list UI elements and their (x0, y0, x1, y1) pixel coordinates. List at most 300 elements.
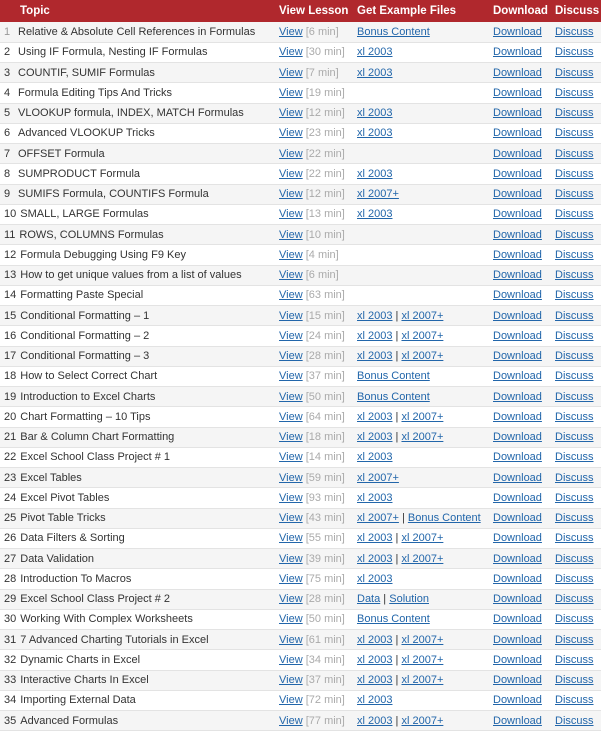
download-cell (488, 407, 550, 427)
view-cell (274, 711, 352, 731)
discuss-link[interactable]: Discuss (555, 451, 594, 464)
example-file-link[interactable]: xl 2003 (357, 694, 393, 707)
example-file-link[interactable]: xl 2003 (357, 66, 393, 79)
view-lesson-link[interactable]: View (279, 532, 303, 545)
view-lesson-link[interactable]: View (279, 329, 303, 342)
discuss-link[interactable]: Discuss (555, 633, 594, 646)
lesson-number: 22 (4, 451, 17, 464)
lesson-number: 8 (4, 167, 11, 180)
download-link[interactable]: Download (493, 512, 542, 525)
download-link[interactable]: Download (493, 188, 542, 201)
view-lesson-link[interactable]: View (279, 653, 303, 666)
download-link[interactable]: Download (493, 147, 542, 160)
topic-cell (0, 711, 274, 731)
lesson-number: 18 (4, 370, 17, 383)
example-file-link[interactable]: xl 2007+ (357, 188, 399, 201)
example-file-link[interactable]: Data (357, 593, 381, 606)
topic-cell (0, 83, 274, 103)
download-link[interactable]: Download (493, 633, 542, 646)
lesson-title: OFFSET Formula (18, 147, 105, 160)
lesson-duration: [19 min] (305, 86, 345, 99)
lesson-number: 13 (4, 269, 17, 282)
discuss-link[interactable]: Discuss (555, 289, 594, 302)
topic-cell (0, 144, 274, 164)
table-row (0, 225, 601, 245)
table-row (0, 630, 601, 650)
discuss-cell (550, 387, 601, 407)
download-link[interactable]: Download (493, 572, 542, 585)
download-cell (488, 528, 550, 548)
example-files-cell (352, 164, 488, 184)
discuss-cell (550, 103, 601, 123)
download-cell (488, 366, 550, 386)
discuss-link[interactable]: Discuss (555, 107, 594, 120)
topic-cell (0, 366, 274, 386)
example-file-link[interactable]: xl 2003 (357, 552, 393, 565)
example-file-link[interactable]: xl 2003 (357, 653, 393, 666)
view-lesson-link[interactable]: View (279, 613, 303, 626)
lesson-title: Conditional Formatting – 1 (20, 309, 150, 322)
table-row (0, 468, 601, 488)
download-link[interactable]: Download (493, 309, 542, 322)
download-link[interactable]: Download (493, 289, 542, 302)
example-files-cell (352, 204, 488, 224)
lesson-title: Interactive Charts In Excel (20, 674, 149, 687)
view-cell (274, 63, 352, 83)
example-file-link[interactable]: xl 2007+ (401, 532, 444, 545)
lesson-duration: [34 min] (305, 653, 345, 666)
discuss-link[interactable]: Discuss (555, 674, 594, 687)
lesson-duration: [50 min] (305, 390, 345, 403)
discuss-link[interactable]: Discuss (555, 653, 594, 666)
view-lesson-link[interactable]: View (279, 167, 303, 180)
discuss-link[interactable]: Discuss (555, 512, 594, 525)
discuss-link[interactable]: Discuss (555, 25, 594, 38)
view-cell (274, 569, 352, 589)
lesson-duration: [39 min] (305, 552, 345, 565)
download-cell (488, 123, 550, 143)
discuss-cell (550, 549, 601, 569)
example-file-link[interactable]: Bonus Content (357, 370, 430, 383)
view-lesson-link[interactable]: View (279, 552, 303, 565)
download-cell (488, 690, 550, 710)
table-row (0, 265, 601, 285)
view-lesson-link[interactable]: View (279, 269, 303, 282)
discuss-link[interactable]: Discuss (555, 208, 594, 221)
download-link[interactable]: Download (493, 390, 542, 403)
view-lesson-link[interactable]: View (279, 107, 303, 120)
lesson-title: Advanced Formulas (20, 714, 119, 727)
download-link[interactable]: Download (493, 107, 542, 120)
table-row (0, 488, 601, 508)
example-file-link[interactable]: xl 2003 (357, 46, 393, 59)
example-files-cell: xl 2003 | xl 2007+ (352, 326, 488, 346)
example-files-cell: xl 2003 | xl 2007+ (352, 528, 488, 548)
view-lesson-link[interactable]: View (279, 127, 303, 140)
example-file-link[interactable]: Bonus Content (357, 390, 430, 403)
table-row (0, 650, 601, 670)
discuss-link[interactable]: Discuss (555, 714, 594, 727)
example-file-link[interactable]: xl 2007+ (357, 471, 399, 484)
lesson-number: 25 (4, 512, 17, 525)
example-files-cell (352, 387, 488, 407)
view-lesson-link[interactable]: View (279, 694, 303, 707)
discuss-link[interactable]: Discuss (555, 410, 594, 423)
download-cell (488, 184, 550, 204)
discuss-link[interactable]: Discuss (555, 248, 594, 261)
topic-cell (0, 42, 274, 62)
discuss-link[interactable]: Discuss (555, 147, 594, 160)
lesson-duration: [37 min] (305, 674, 345, 687)
view-lesson-link[interactable]: View (279, 46, 303, 59)
download-link[interactable]: Download (493, 228, 542, 241)
download-link[interactable]: Download (493, 471, 542, 484)
discuss-link[interactable]: Discuss (555, 613, 594, 626)
lesson-duration: [72 min] (305, 694, 345, 707)
discuss-link[interactable]: Discuss (555, 532, 594, 545)
download-link[interactable]: Download (493, 532, 542, 545)
discuss-link[interactable]: Discuss (555, 572, 594, 585)
view-lesson-link[interactable]: View (279, 471, 303, 484)
view-cell (274, 225, 352, 245)
view-lesson-link[interactable]: View (279, 309, 303, 322)
download-cell (488, 670, 550, 690)
discuss-cell (550, 670, 601, 690)
download-link[interactable]: Download (493, 127, 542, 140)
discuss-link[interactable]: Discuss (555, 188, 594, 201)
download-cell (488, 427, 550, 447)
lesson-duration: [6 min] (305, 25, 339, 38)
example-file-link[interactable]: xl 2003 (357, 572, 393, 585)
topic-cell (0, 285, 274, 305)
lesson-title: Conditional Formatting – 2 (20, 329, 150, 342)
lesson-duration: [64 min] (305, 410, 345, 423)
lesson-number: 27 (4, 552, 17, 565)
discuss-cell (550, 306, 601, 326)
example-file-link[interactable]: Solution (389, 593, 429, 606)
download-link[interactable]: Download (493, 350, 542, 363)
example-file-link[interactable]: xl 2003 (357, 208, 393, 221)
example-file-link[interactable]: xl 2003 (357, 714, 393, 727)
table-row (0, 387, 601, 407)
discuss-link[interactable]: Discuss (555, 370, 594, 383)
download-link[interactable]: Download (493, 25, 542, 38)
header-example-files: Get Example Files (357, 5, 457, 17)
discuss-cell (550, 164, 601, 184)
discuss-link[interactable]: Discuss (555, 228, 594, 241)
lesson-number: 16 (4, 329, 17, 342)
example-file-link[interactable]: xl 2003 (357, 431, 393, 444)
view-lesson-link[interactable]: View (279, 25, 303, 38)
download-link[interactable]: Download (493, 66, 542, 79)
download-link[interactable]: Download (493, 674, 542, 687)
view-lesson-link[interactable]: View (279, 188, 303, 201)
topic-cell (0, 488, 274, 508)
download-cell (488, 265, 550, 285)
table-row (0, 63, 601, 83)
example-file-link[interactable]: Bonus Content (407, 512, 481, 525)
topic-cell (0, 103, 274, 123)
discuss-cell (550, 42, 601, 62)
download-cell (488, 22, 550, 42)
download-link[interactable]: Download (493, 269, 542, 282)
example-files-cell (352, 468, 488, 488)
example-files-cell: xl 2003 | xl 2007+ (352, 346, 488, 366)
topic-cell (0, 63, 274, 83)
view-lesson-link[interactable]: View (279, 674, 303, 687)
example-files-cell: xl 2003 | xl 2007+ (352, 407, 488, 427)
download-cell (488, 387, 550, 407)
view-cell (274, 245, 352, 265)
lesson-number: 17 (4, 350, 17, 363)
discuss-link[interactable]: Discuss (555, 66, 594, 79)
example-file-link[interactable]: xl 2007+ (401, 633, 444, 646)
topic-cell (0, 225, 274, 245)
discuss-cell (550, 265, 601, 285)
lesson-number: 33 (4, 674, 17, 687)
download-cell (488, 447, 550, 467)
view-lesson-link[interactable]: View (279, 66, 303, 79)
lesson-number: 20 (4, 410, 17, 423)
example-file-link[interactable]: xl 2007+ (401, 552, 444, 565)
topic-cell (0, 407, 274, 427)
discuss-link[interactable]: Discuss (555, 552, 594, 565)
view-lesson-link[interactable]: View (279, 147, 303, 160)
view-cell (274, 346, 352, 366)
example-file-link[interactable]: xl 2003 (357, 329, 393, 342)
topic-cell (0, 670, 274, 690)
lesson-title: Excel School Class Project # 1 (20, 451, 171, 464)
example-file-link[interactable]: xl 2007+ (401, 653, 444, 666)
download-link[interactable]: Download (493, 46, 542, 59)
lesson-number: 14 (4, 289, 17, 302)
example-file-link[interactable]: xl 2007+ (357, 512, 399, 525)
discuss-cell (550, 447, 601, 467)
view-lesson-link[interactable]: View (279, 593, 303, 606)
download-link[interactable]: Download (493, 410, 542, 423)
table-row (0, 711, 601, 731)
table-row (0, 407, 601, 427)
lesson-duration: [61 min] (305, 633, 345, 646)
lesson-number: 31 (4, 633, 17, 646)
lesson-number: 32 (4, 653, 17, 666)
example-file-link[interactable]: xl 2007+ (401, 329, 444, 342)
view-lesson-link[interactable]: View (279, 410, 303, 423)
view-lesson-link[interactable]: View (279, 633, 303, 646)
topic-cell (0, 447, 274, 467)
discuss-cell (550, 22, 601, 42)
lesson-title: Data Validation (20, 552, 95, 565)
view-lesson-link[interactable]: View (279, 512, 303, 525)
download-link[interactable]: Download (493, 694, 542, 707)
view-lesson-link[interactable]: View (279, 370, 303, 383)
example-file-link[interactable]: xl 2003 (357, 633, 393, 646)
example-file-link[interactable]: xl 2007+ (401, 309, 444, 322)
example-file-link[interactable]: Bonus Content (357, 613, 430, 626)
table-row (0, 508, 601, 528)
topic-cell (0, 265, 274, 285)
lesson-number: 12 (4, 248, 17, 261)
table-row (0, 609, 601, 629)
example-file-link[interactable]: xl 2003 (357, 167, 393, 180)
view-cell (274, 83, 352, 103)
example-file-link[interactable]: xl 2003 (357, 491, 393, 504)
view-lesson-link[interactable]: View (279, 248, 303, 261)
table-row (0, 528, 601, 548)
view-lesson-link[interactable]: View (279, 228, 303, 241)
discuss-link[interactable]: Discuss (555, 86, 594, 99)
view-cell (274, 650, 352, 670)
view-cell (274, 670, 352, 690)
view-lesson-link[interactable]: View (279, 572, 303, 585)
view-lesson-link[interactable]: View (279, 491, 303, 504)
topic-cell (0, 569, 274, 589)
download-link[interactable]: Download (493, 86, 542, 99)
topic-cell (0, 164, 274, 184)
lesson-title: Excel Tables (20, 471, 82, 484)
download-link[interactable]: Download (493, 208, 542, 221)
table-row (0, 326, 601, 346)
example-file-link[interactable]: xl 2003 (357, 309, 393, 322)
view-lesson-link[interactable]: View (279, 390, 303, 403)
table-row (0, 42, 601, 62)
example-file-link[interactable]: xl 2003 (357, 674, 393, 687)
topic-cell (0, 528, 274, 548)
discuss-link[interactable]: Discuss (555, 593, 594, 606)
lesson-number: 4 (4, 86, 11, 99)
download-link[interactable]: Download (493, 248, 542, 261)
example-file-link[interactable]: xl 2003 (357, 350, 393, 363)
download-cell (488, 306, 550, 326)
discuss-cell (550, 690, 601, 710)
discuss-cell (550, 326, 601, 346)
download-link[interactable]: Download (493, 451, 542, 464)
example-file-link[interactable]: xl 2003 (357, 410, 393, 423)
discuss-link[interactable]: Discuss (555, 46, 594, 59)
lesson-title: Data Filters & Sorting (20, 532, 125, 545)
example-file-link[interactable]: xl 2003 (357, 451, 393, 464)
example-file-link[interactable]: xl 2007+ (401, 410, 444, 423)
example-file-link[interactable]: xl 2007+ (401, 350, 444, 363)
view-cell (274, 22, 352, 42)
discuss-link[interactable]: Discuss (555, 491, 594, 504)
download-cell (488, 488, 550, 508)
example-files-cell: xl 2003 | xl 2007+ (352, 549, 488, 569)
download-link[interactable]: Download (493, 329, 542, 342)
view-lesson-link[interactable]: View (279, 289, 303, 302)
discuss-cell (550, 204, 601, 224)
lesson-number: 7 (4, 147, 11, 160)
download-link[interactable]: Download (493, 653, 542, 666)
lesson-duration: [59 min] (305, 471, 345, 484)
lesson-title: Excel School Class Project # 2 (20, 593, 171, 606)
example-file-link[interactable]: xl 2007+ (401, 674, 444, 687)
example-file-link[interactable]: xl 2003 (357, 107, 393, 120)
view-cell (274, 609, 352, 629)
download-cell (488, 245, 550, 265)
download-link[interactable]: Download (493, 552, 542, 565)
lesson-duration: [6 min] (305, 269, 339, 282)
download-cell (488, 589, 550, 609)
lesson-duration: [24 min] (305, 329, 345, 342)
download-link[interactable]: Download (493, 431, 542, 444)
view-lesson-link[interactable]: View (279, 714, 303, 727)
example-files-cell (352, 22, 488, 42)
table-row (0, 144, 601, 164)
lesson-title: How to Select Correct Chart (20, 370, 158, 383)
lesson-duration: [23 min] (305, 127, 345, 140)
view-cell (274, 204, 352, 224)
discuss-link[interactable]: Discuss (555, 694, 594, 707)
example-files-cell: Data | Solution (352, 589, 488, 609)
discuss-link[interactable]: Discuss (555, 127, 594, 140)
download-cell (488, 468, 550, 488)
download-link[interactable]: Download (493, 167, 542, 180)
discuss-link[interactable]: Discuss (555, 329, 594, 342)
download-link[interactable]: Download (493, 593, 542, 606)
example-file-link[interactable]: xl 2003 (357, 127, 393, 140)
example-files-cell (352, 447, 488, 467)
download-cell (488, 650, 550, 670)
download-link[interactable]: Download (493, 370, 542, 383)
example-files-cell (352, 83, 488, 103)
example-files-cell: xl 2003 | xl 2007+ (352, 427, 488, 447)
view-lesson-link[interactable]: View (279, 86, 303, 99)
lesson-duration: [4 min] (305, 248, 339, 261)
table-row (0, 204, 601, 224)
table-row (0, 427, 601, 447)
discuss-link[interactable]: Discuss (555, 309, 594, 322)
download-link[interactable]: Download (493, 613, 542, 626)
discuss-cell (550, 123, 601, 143)
view-lesson-link[interactable]: View (279, 350, 303, 363)
view-lesson-link[interactable]: View (279, 451, 303, 464)
view-cell (274, 447, 352, 467)
topic-cell (0, 184, 274, 204)
topic-cell (0, 468, 274, 488)
discuss-link[interactable]: Discuss (555, 269, 594, 282)
discuss-link[interactable]: Discuss (555, 350, 594, 363)
view-cell (274, 366, 352, 386)
download-cell (488, 508, 550, 528)
example-file-link[interactable]: xl 2007+ (401, 431, 444, 444)
example-file-link[interactable]: xl 2003 (357, 532, 393, 545)
lesson-number: 35 (4, 714, 17, 727)
discuss-link[interactable]: Discuss (555, 471, 594, 484)
lesson-title: Bar & Column Chart Formatting (20, 431, 175, 444)
topic-cell (0, 609, 274, 629)
topic-cell (0, 650, 274, 670)
example-files-cell (352, 245, 488, 265)
header-topic: Topic (20, 5, 50, 17)
discuss-link[interactable]: Discuss (555, 390, 594, 403)
table-row (0, 164, 601, 184)
discuss-link[interactable]: Discuss (555, 167, 594, 180)
view-lesson-link[interactable]: View (279, 208, 303, 221)
discuss-cell (550, 711, 601, 731)
topic-cell (0, 346, 274, 366)
lesson-number: 1 (4, 25, 11, 38)
example-file-link[interactable]: Bonus Content (357, 25, 430, 38)
download-cell (488, 103, 550, 123)
lesson-title: Chart Formatting – 10 Tips (20, 410, 151, 423)
view-lesson-link[interactable]: View (279, 431, 303, 444)
download-link[interactable]: Download (493, 491, 542, 504)
download-link[interactable]: Download (493, 714, 542, 727)
discuss-link[interactable]: Discuss (555, 431, 594, 444)
example-file-link[interactable]: xl 2007+ (401, 714, 444, 727)
lesson-duration: [12 min] (305, 107, 345, 120)
